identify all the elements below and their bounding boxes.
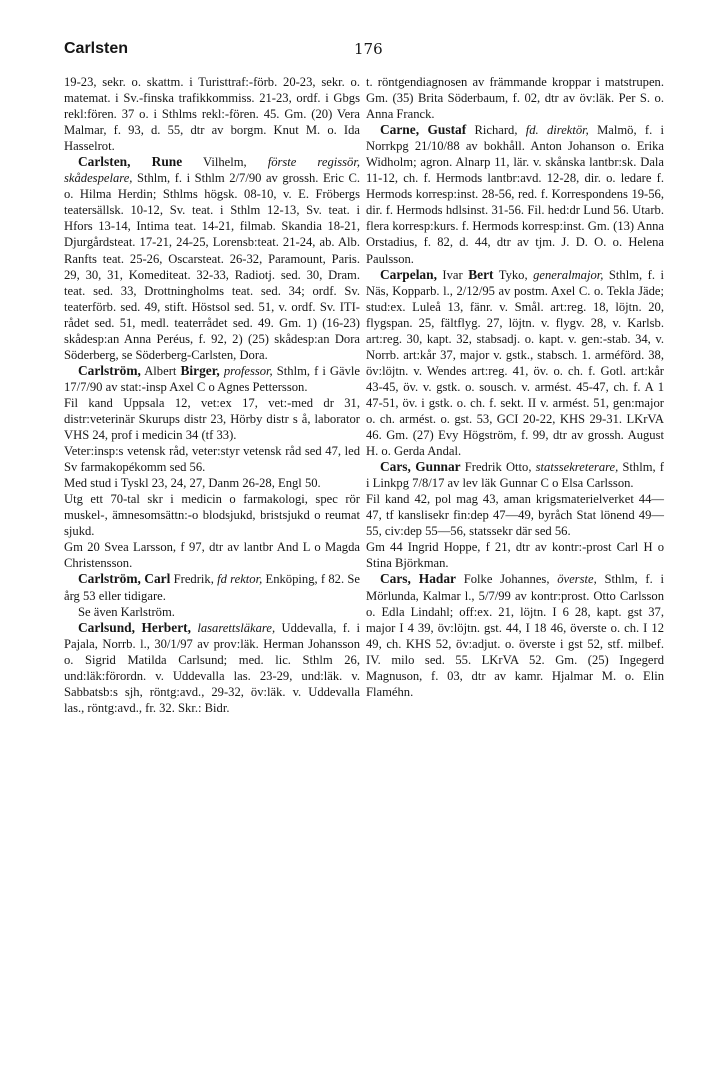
entry-headword: Cars, Hadar	[380, 571, 456, 587]
entry-headword: Carlsten, Rune	[78, 154, 183, 170]
entry-carpelan-bert: Carpelan, Ivar Bert Tyko, generalmajor, Sthlm, f. i Näs, Kopparb. l., 2/12/95 av postm. Axel C. o. Tekla Jäde; stud:ex. Luleå 13, fänr. v. Smål. art:reg. 18, löjtn. 20, flygspan. 25, fältflyg. 27, löjtn. v. flygv. 28, v. Karlsb. art:reg. 30, kapt. 32, stabsadj. o. kapt. v. gen:-stab. 34, v. Norrb. art:kår 37, major v. gstk., stabsch. 1. arméförd. 38, öv:löjtn. v. Wendes art:reg. 41, öv. o. ch. f. Gotl. art:kår 43-45, öv. v. gstk. o. sousch. v. armést. 45-47, ch. f. A 1 47-51, öv. i gstk. o. ch. f. sekt. II v. armést. 51, gen:major o. ch. armést. o. gst. 53, GCI 20-22, KHS 29-31. LKrVA 46. Gm. (27) Evy Högström, f. 99, dtr av grossh. August H. o. Gerda Andal.	[366, 266, 665, 459]
entry-paragraph: Utg ett 70-tal skr i medicin o farmakologi, spec rör muskel-, ämnesomsättn:-o blodsjukd, bristsjukd o reumat sjukd.	[64, 492, 360, 539]
entry-title: professor,	[219, 363, 273, 378]
entry-carlstrom-carl: Carlström, Carl Fredrik, fd rektor, Enköping, f 82. Se årg 53 eller tidigare.	[64, 571, 360, 603]
entry-title: förste regissör, skådespelare,	[64, 155, 360, 186]
entry-headword: Carlsund, Herbert,	[78, 619, 191, 635]
entry-title: statssekreterare,	[535, 460, 619, 475]
entry-headword: Carpelan,	[380, 266, 437, 282]
page-number: 176	[354, 40, 383, 58]
entry-headword: Carlström,	[78, 362, 141, 378]
entry-headword: Cars, Gunnar	[380, 459, 461, 475]
page-header	[64, 40, 662, 68]
left-column	[64, 74, 360, 716]
entry-paragraph: Gm 44 Ingrid Hoppe, f 21, dtr av kontr:-prost Carl H o Stina Björkman.	[366, 540, 664, 571]
entry-carlsten-rune: Carlsten, Rune Vilhelm, förste regissör, skådespelare, Sthlm, f. i Sthlm 2/7/90 av grossh. Eric C. o. Hilma Herdin; Sthlms högsk. 08-10, v. E. Fröbergs teatersällsk. 10-12, Sv. teat. i Sthlm 12-13, Sv. teat. i Hfors 13-14, Intima teat. 14-21, filmab. Skandia 18-21, Djurgårdsteat. 17-21, 24-25, Lorensb:teat. 21-24, ab. Alb. Ranfts teat. 25-26, Oscarsteat. 26-32, Paramount, Paris. 29, 30, 31, Komediteat. 32-33, Radiotj. sed. 30, Dram. teat. sed. 33, Drottningholms teat. sed. 34; ordf. Sv. teaterförb. sed. 49, stift. Höstsol sed. 51, v. ordf. Sv. ITI-rådet sed. 51, medl. teaterrådet sed. 49. Gm. 1) (16-23) skådesp:an Anna Peréus, f. 92, 2) (25) skådesp:an Dora Söderberg, se Söderberg-Carlsten, Dora.	[64, 154, 360, 362]
entry-title: överste,	[557, 572, 597, 587]
entry-carne-gustaf: Carne, Gustaf Richard, fd. direktör, Malmö, f. i Norrkpg 21/10/88 av bokhåll. Anton Johanson o. Erika Widholm; agron. Alnarp 11, lär. v. skånska lantbr:sk. Dala 11-12, ch. f. Hermods lantbr:avd. 12-28, dir. o. ledare f. Hermods korresp:inst. 28-56, red. f. Korrespondens 19-56, dir. f. Hermods hdlsinst. 31-56. Fil. hed:dr Lund 56. Utarb. flera korresp:kurs. f. Hermods korresp:inst. Gm. (13) Anna Orstadius, f. 82, d. 44, dtr av tjm. J. D. O. o. Helena Paulsson.	[366, 122, 664, 266]
entry-continuation: 19-23, sekr. o. skattm. i Turisttraf:-förb. 20-23, sekr. o. matemat. i Sv.-finska trafikkommiss. 21-23, ordf. i Gbgs rekl:fören. 37 o. i Sthlms rekl:-fören. 45. Gm. (20) Vera Malmar, f. 93, d. 55, dtr av borgm. Knut M. o. Ida Hasselrot.	[64, 75, 360, 154]
entry-carlsund-herbert: Carlsund, Herbert, lasarettsläkare, Uddevalla, f. i Pajala, Norrb. l., 30/1/97 av prov:läk. Herman Johansson o. Sigrid Matilda Carlsund; med. lic. Sthlm 26, und:läk:förordn. v. Uddevalla las. 23-29, und:läk. v. Sabbatsb:s sjh, röntg:avd., 29-32, öv:läk. v. Uddevalla las., röntg:avd., fr. 32. Skr.: Bidr.	[64, 619, 360, 715]
entry-title: lasarettsläkare,	[190, 620, 276, 635]
entry-paragraph: Gm 20 Svea Larsson, f 97, dtr av lantbr And L o Magda Christensson.	[64, 540, 360, 571]
running-head: Carlsten	[64, 40, 129, 57]
entry-cars-gunnar: Cars, Gunnar Fredrik Otto, statssekreterare, Sthlm, f i Linkpg 7/8/17 av lev läk Gunnar C o Elsa Carlsson.	[366, 459, 664, 491]
entry-cars-hadar: Cars, Hadar Folke Johannes, överste, Sthlm, f. i Mörlunda, Kalmar l., 5/7/99 av kontr:prost. Otto Carlsson o. Edla Lindahl; off:ex. 21, löjtn. I 6 28, kapt. gst 37, major I 4 39, öv:löjtn. gst. 44, I 18 46, överste o. ch. I 12 49, ch. KHS 52, öv:adjut. o. överste i gst 52, stf. milbef. IV. milo sed. 55. LKrVA 52. Gm. (25) Ingegerd Magnuson, f. 03, dtr av kamr. Hjalmar M. o. Elin Flaméhn.	[366, 571, 664, 699]
entry-continuation: t. röntgendiagnosen av främmande kroppar i matstrupen. Gm. (35) Brita Söderbaum, f. 02, dtr av öv:läk. Per S. o. Anna Franck.	[366, 75, 664, 122]
entry-paragraph: Fil kand Uppsala 12, vet:ex 17, vet:-med dr 31, distr:veterinär Skurups distr 23, Hörby distr s å, laborator VHS 24, prof i medicin 34 (tf 33).	[64, 395, 360, 443]
right-column	[366, 74, 664, 700]
entry-paragraph: Fil kand 42, pol mag 43, aman krigsmaterielverket 44—47, tf kanslisekr fin:dep 47—49, byråch Stat lönend 49—55, civ:dep 55—56, statssekr där sed 56.	[366, 492, 664, 539]
entry-carlstrom-birger: Carlström, Albert Birger, professor, Sthlm, f i Gävle 17/7/90 av stat:-insp Axel C o Agnes Pettersson.	[64, 362, 360, 394]
entry-title: generalmajor,	[533, 267, 604, 282]
entry-headword: Carlström, Carl	[78, 571, 171, 587]
entry-paragraph: Med stud i Tyskl 23, 24, 27, Danm 26-28, Engl 50.	[64, 476, 321, 491]
cross-reference: Se även Karlström.	[78, 604, 175, 619]
entry-paragraph: Veter:insp:s vetensk råd, veter:styr vetensk råd sed 47, led Sv farmakopékomm sed 56.	[64, 444, 360, 475]
entry-title: fd. direktör,	[525, 123, 589, 138]
entry-title: fd rektor,	[217, 572, 263, 587]
entry-headword: Carne, Gustaf	[380, 122, 467, 138]
